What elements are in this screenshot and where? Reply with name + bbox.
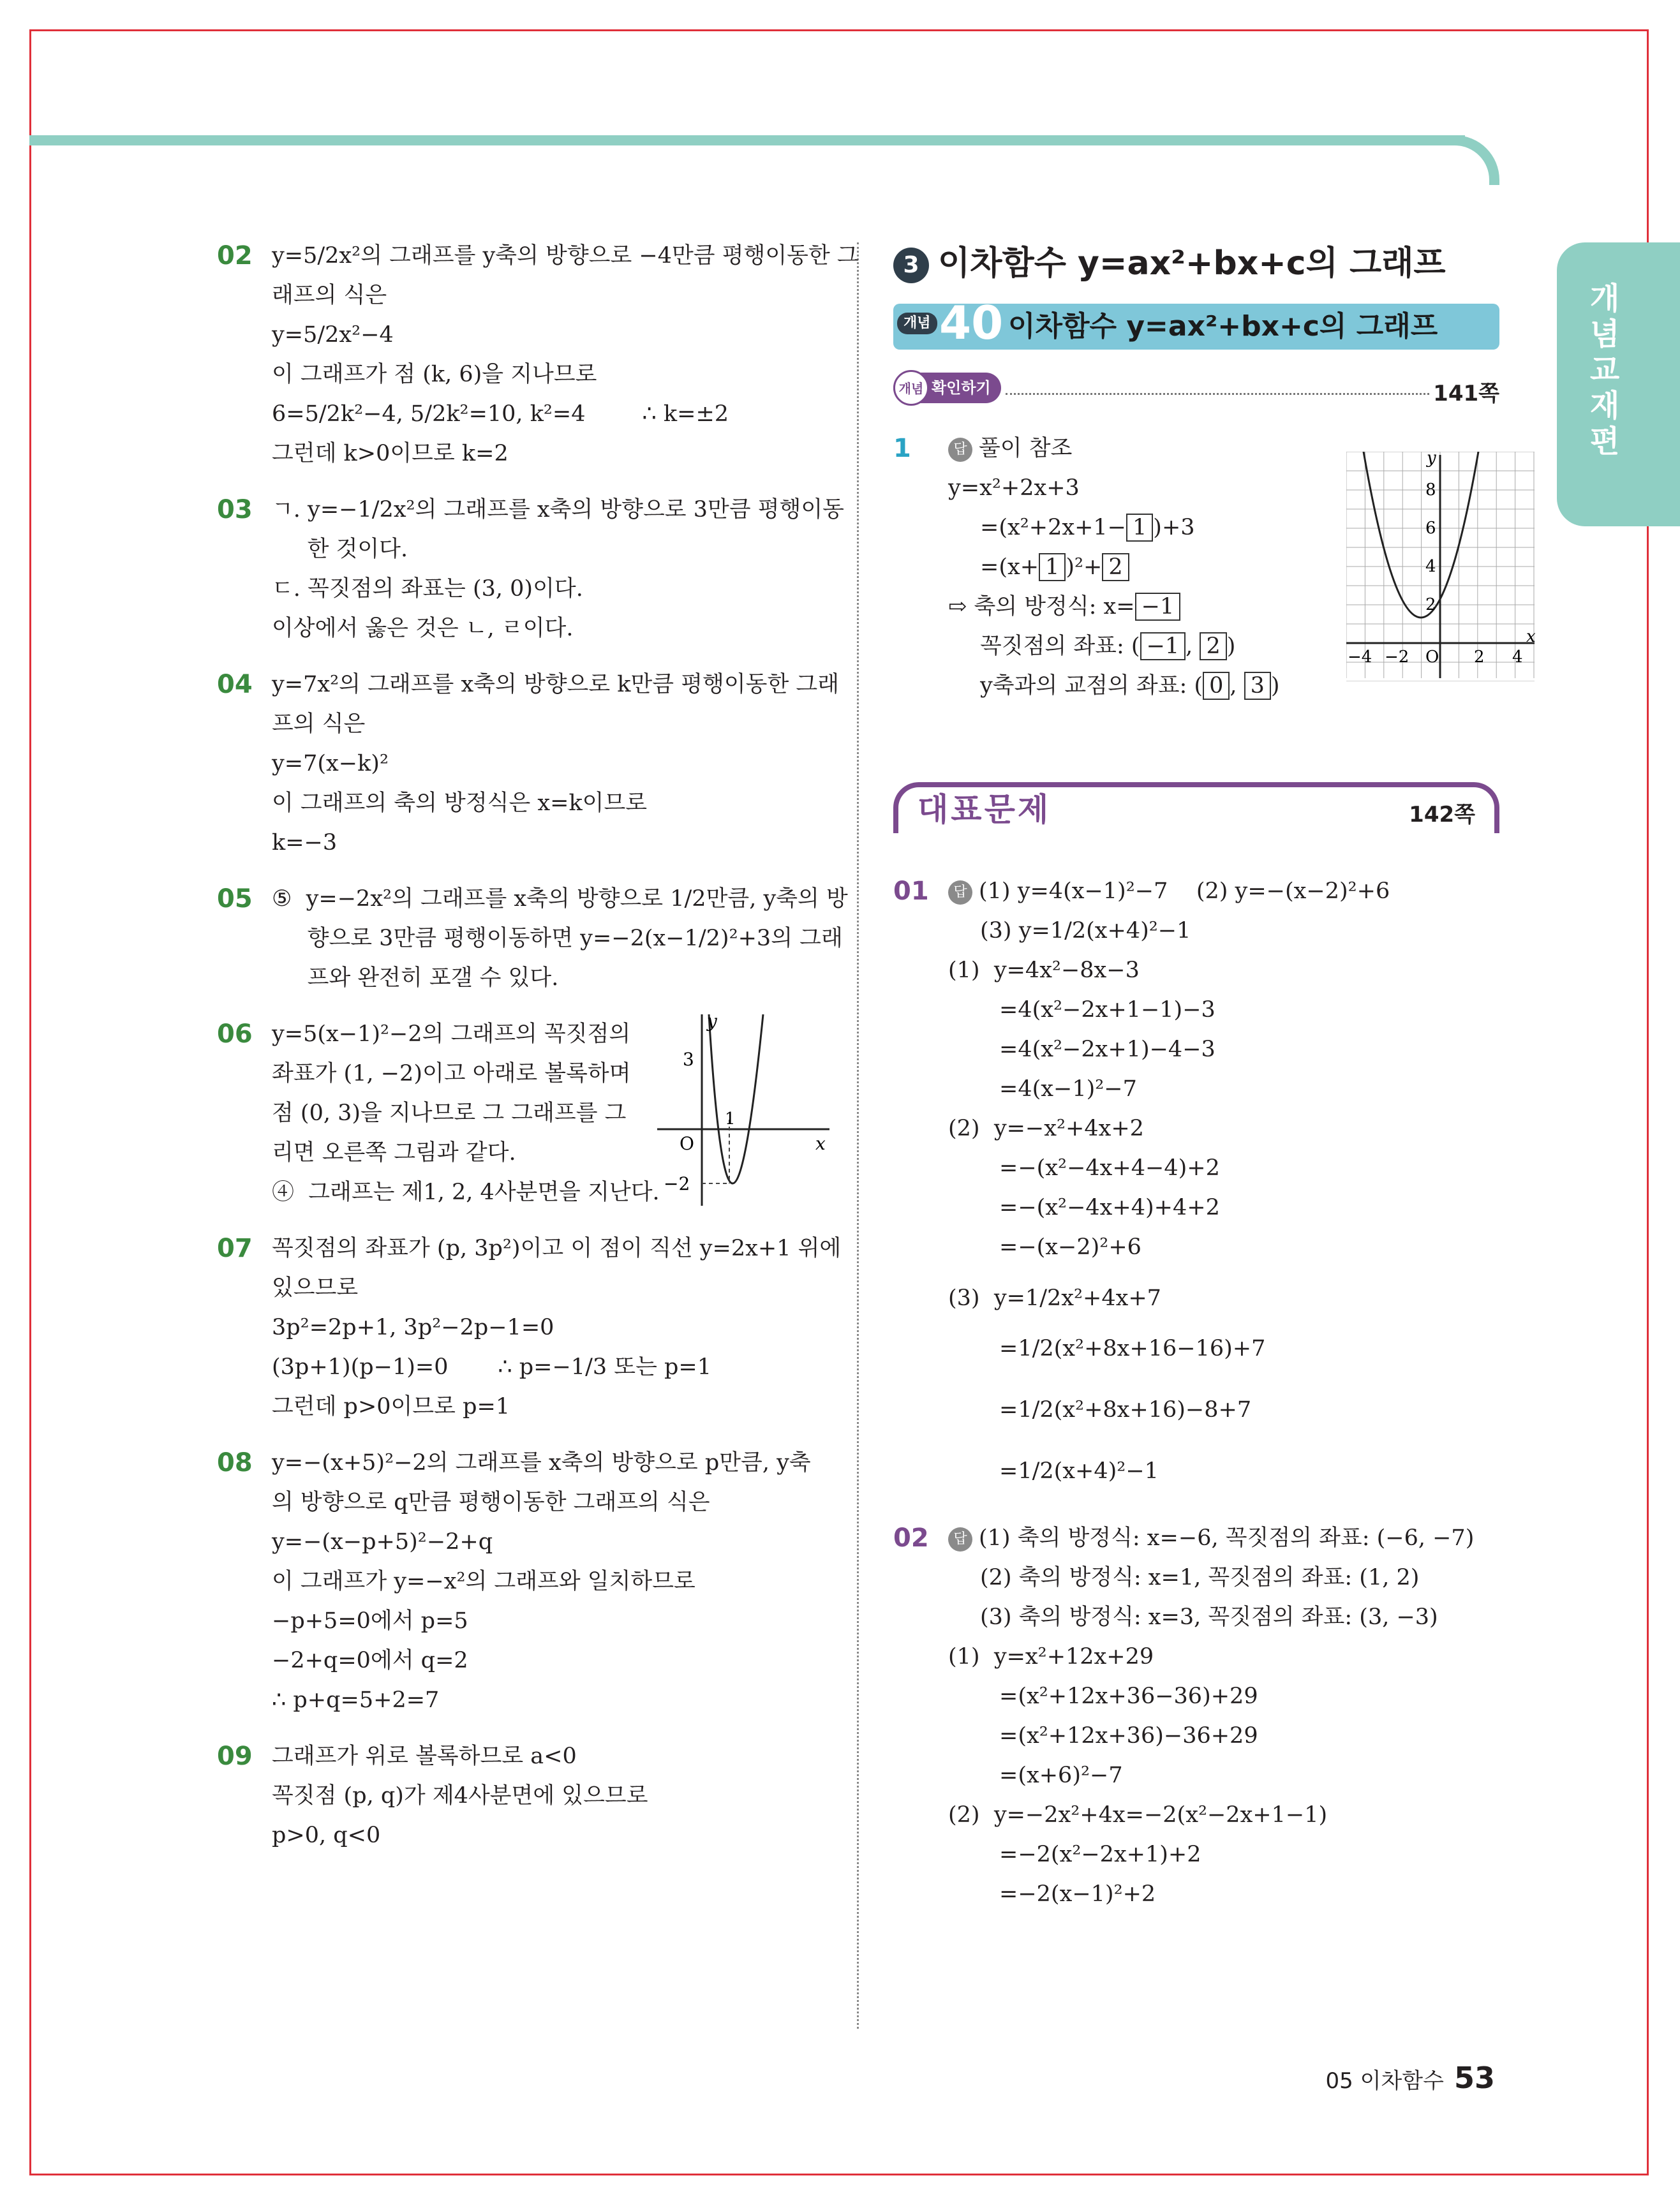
solution-line: 있으므로 (272, 1275, 359, 1301)
problem-number: 02 (893, 1523, 929, 1553)
solution-line: =−2(x²−2x+1)+2 (999, 1842, 1201, 1867)
solution-line: =(x+ 1 )²+ 2 (948, 547, 1499, 587)
answer-box: −1 (1140, 632, 1186, 660)
answer-line: (3) 축의 방정식: x=3, 꼭짓점의 좌표: (3, −3) (980, 1604, 1438, 1630)
solution-line: 이상에서 옳은 것은 ㄴ, ㄹ이다. (272, 616, 574, 641)
rep-title: 대표문제 (918, 791, 1052, 828)
solution-line: y=7(x−k)² (272, 751, 389, 776)
problem-05 (217, 879, 848, 998)
check-page: 141쪽 (1433, 381, 1499, 406)
origin-label: O (1425, 648, 1439, 667)
column-divider (857, 242, 859, 2029)
problem-09 (217, 1737, 829, 1855)
solution-line: =(x²+12x+36)−36+29 (999, 1723, 1258, 1749)
answer-text: 풀이 참조 (979, 436, 1073, 461)
problem-number: 07 (217, 1234, 253, 1263)
problem-04 (217, 665, 840, 863)
y-tick-2: 2 (1425, 595, 1436, 614)
side-tab-label: 개념교재편 (1589, 281, 1620, 459)
solution-line: ∴ p+q=5+2=7 (272, 1687, 440, 1713)
solution-line: k=−3 (272, 830, 338, 856)
representative-problems-header (893, 782, 1499, 833)
solution-line: 향으로 3만큼 평행이동하면 y=−2(x−1/2)²+3의 그래 (272, 926, 843, 951)
section-title (893, 236, 1499, 291)
question-1 (893, 429, 1536, 706)
solution-line: 좌표가 (1, −2)이고 아래로 볼록하며 (272, 1061, 631, 1086)
answer-box: 0 (1203, 672, 1230, 700)
answer-icon: 답 (948, 880, 972, 905)
problem-03 (217, 490, 844, 648)
side-tab[interactable] (1557, 242, 1680, 526)
page-footer (1326, 2061, 1495, 2095)
page-number: 53 (1453, 2061, 1495, 2095)
left-column (217, 236, 859, 1872)
solution-line: (1) y=4x²−8x−3 (948, 958, 1140, 983)
problem-number: 05 (217, 884, 253, 914)
rep-page: 142쪽 (1409, 802, 1475, 827)
solution-line: −2+q=0에서 q=2 (272, 1648, 468, 1673)
solution-line: (3p+1)(p−1)=0 ∴ p=−1/3 또는 p=1 (272, 1354, 712, 1380)
check-circle: 개념 (893, 370, 929, 406)
solution-line: =4(x²−2x+1−1)−3 (999, 997, 1215, 1023)
solution-line: =(x²+2x+1− 1 )+3 (980, 515, 1195, 540)
solution-line: 그래프가 위로 볼록하므로 a<0 (272, 1744, 577, 1769)
concept-title: 이차함수 y=ax²+bx+c의 그래프 (1008, 310, 1438, 343)
answer-box: −1 (1135, 593, 1181, 621)
solution-line: y=5(x−1)²−2의 그래프의 꼭짓점의 (272, 1021, 631, 1047)
solution-line: =1/2(x+4)²−1 (999, 1458, 1159, 1484)
solution-line: 꼭짓점의 좌표가 (p, 3p²)이고 이 점이 직선 y=2x+1 위에 (272, 1236, 842, 1261)
concept-number: 40 (939, 296, 1004, 350)
solution-line: 꼭짓점의 좌표: ( −1 , 2 ) (980, 634, 1236, 659)
answer-line: 답 (1) 축의 방정식: x=−6, 꼭짓점의 좌표: (−6, −7) (948, 1518, 1499, 1558)
section-number: 3 (893, 248, 929, 283)
problem-number: 01 (893, 877, 929, 906)
solution-line: (2) y=−2x²+4x=−2(x²−2x+1−1) (948, 1802, 1328, 1828)
x-tick-neg2: −2 (1385, 648, 1409, 667)
solution-line: 이 그래프가 점 (k, 6)을 지나므로 (272, 362, 597, 387)
answer-line: (2) 축의 방정식: x=1, 꼭짓점의 좌표: (1, 2) (980, 1565, 1420, 1590)
solution-line: 꼭짓점 (p, q)가 제4사분면에 있으므로 (272, 1783, 648, 1809)
solution-line: 프와 완전히 포갤 수 있다. (272, 965, 559, 991)
solution-line: 래프의 식은 (272, 283, 387, 308)
solution-line: −p+5=0에서 p=5 (272, 1608, 468, 1634)
problem-07 (217, 1229, 842, 1426)
problem-number: 02 (217, 241, 253, 270)
solution-line: 그런데 k>0이므로 k=2 (272, 441, 509, 466)
solution-line: y=5/2x²의 그래프를 y축의 방향으로 −4만큼 평행이동한 그 (272, 243, 859, 269)
rep-problem-02 (893, 1518, 1499, 1914)
x-axis-label: x (815, 1133, 826, 1154)
solution-line: =1/2(x²+8x+16)−8+7 (999, 1397, 1252, 1423)
right-column (893, 236, 1536, 1930)
solution-line: =(x+6)²−7 (999, 1763, 1123, 1788)
y-tick-6: 6 (1425, 519, 1436, 538)
problem-number: 1 (893, 434, 911, 463)
x-tick-2: 2 (1474, 648, 1485, 667)
problem-number: 03 (217, 495, 253, 524)
y-tick-neg2: −2 (664, 1173, 690, 1194)
y-tick-4: 4 (1425, 557, 1436, 576)
solution-line: =−2(x−1)²+2 (999, 1881, 1156, 1907)
solution-line: 점 (0, 3)을 지나므로 그 그래프를 그 (272, 1100, 627, 1126)
problem-02 (217, 236, 859, 473)
solution-line: y=x²+2x+3 (948, 475, 1080, 501)
problem-06 (217, 1011, 829, 1212)
solution-line: y=7x²의 그래프를 x축의 방향으로 k만큼 평행이동한 그래 (272, 672, 840, 697)
solution-line: =4(x−1)²−7 (999, 1076, 1137, 1102)
solution-line: y=−(x+5)²−2의 그래프를 x축의 방향으로 p만큼, y축 (272, 1450, 811, 1476)
y-axis-label: y (707, 1011, 717, 1032)
solution-line: 리면 오른쪽 그림과 같다. (272, 1140, 516, 1166)
answer-icon: 답 (948, 1527, 972, 1552)
answer-line: (3) y=1/2(x+4)²−1 (980, 918, 1191, 944)
solution-line: =−(x−2)²+6 (999, 1234, 1141, 1260)
solution-line: =4(x²−2x+1)−4−3 (999, 1037, 1215, 1062)
solution-line: 의 방향으로 q만큼 평행이동한 그래프의 식은 (272, 1490, 710, 1515)
solution-line: y축과의 교점의 좌표: ( 0 , 3 ) (980, 673, 1280, 699)
solution-line: =−(x²−4x+4−4)+2 (999, 1155, 1220, 1181)
solution-line: ⇨ 축의 방정식: x= −1 (948, 587, 1499, 626)
solution-line: 그런데 p>0이므로 p=1 (272, 1394, 510, 1419)
answer-box: 2 (1102, 553, 1129, 581)
parabola-curve (1364, 452, 1478, 618)
y-intercept-label: 3 (683, 1049, 694, 1070)
parabola-graph-1 (1346, 452, 1538, 681)
footer-chapter: 05 이차함수 (1325, 2068, 1444, 2094)
leader-dots (1006, 393, 1429, 395)
problem-number: 09 (217, 1742, 253, 1771)
answer-box: 1 (1039, 553, 1066, 581)
solution-line: (1) y=x²+12x+29 (948, 1644, 1154, 1670)
answer-box: 3 (1244, 672, 1271, 700)
answer-box: 1 (1126, 514, 1153, 542)
solution-line: =−(x²−4x+4)+4+2 (999, 1195, 1220, 1220)
x-axis-label: x (1526, 627, 1536, 646)
concept-banner (893, 296, 1499, 350)
solution-line: 3p²=2p+1, 3p²−2p−1=0 (272, 1315, 554, 1340)
problem-number: 08 (217, 1448, 253, 1478)
x-tick-4: 4 (1512, 648, 1523, 667)
x-tick-1: 1 (725, 1109, 736, 1129)
answer-line: 답 (1) y=4(x−1)²−7 (2) y=−(x−2)²+6 (948, 871, 1499, 911)
answer-box: 2 (1200, 632, 1226, 660)
solution-line: ㄷ. 꼭짓점의 좌표는 (3, 0)이다. (272, 576, 583, 602)
solution-line: (2) y=−x²+4x+2 (948, 1116, 1144, 1141)
solution-line: y=5/2x²−4 (272, 322, 394, 348)
check-header (893, 367, 1499, 410)
x-tick-neg4: −4 (1348, 648, 1372, 667)
origin-label: O (680, 1133, 694, 1154)
check-badge (893, 373, 1001, 403)
solution-line: y=−(x−p+5)²−2+q (272, 1529, 493, 1555)
y-axis-label: y (1427, 452, 1436, 468)
problem-08 (217, 1443, 829, 1720)
y-tick-8: 8 (1425, 480, 1436, 500)
header-bar (29, 135, 1465, 145)
solution-line: (3) y=1/2x²+4x+7 (948, 1286, 1161, 1311)
parabola-curve (709, 1014, 763, 1183)
solution-line: =1/2(x²+8x+16−16)+7 (999, 1336, 1266, 1361)
parabola-graph-06 (651, 1008, 836, 1212)
solution-line: =(x²+12x+36−36)+29 (999, 1684, 1258, 1709)
solution-line: ⑤ y=−2x²의 그래프를 x축의 방향으로 1/2만큼, y축의 방 (272, 886, 848, 912)
problem-number: 04 (217, 670, 253, 699)
rep-problem-01 (893, 871, 1499, 1502)
concept-tag: 개념 (897, 313, 937, 334)
check-label: 확인하기 (932, 379, 991, 397)
section-title-text: 이차함수 y=ax²+bx+c의 그래프 (938, 244, 1446, 283)
solution-line: 프의 식은 (272, 711, 366, 737)
solution-line: ㄱ. y=−1/2x²의 그래프를 x축의 방향으로 3만큼 평행이동 (272, 497, 844, 522)
solution-line: 이 그래프의 축의 방정식은 x=k이므로 (272, 790, 648, 816)
problem-number: 06 (217, 1019, 253, 1049)
solution-line: 한 것이다. (272, 537, 408, 562)
solution-line: p>0, q<0 (272, 1823, 381, 1848)
solution-line: ④ 그래프는 제1, 2, 4사분면을 지난다. (272, 1180, 660, 1205)
answer-icon: 답 (948, 438, 972, 462)
solution-line: 6=5/2k²−4, 5/2k²=10, k²=4 ∴ k=±2 (272, 401, 729, 427)
solution-line: 이 그래프가 y=−x²의 그래프와 일치하므로 (272, 1569, 695, 1594)
